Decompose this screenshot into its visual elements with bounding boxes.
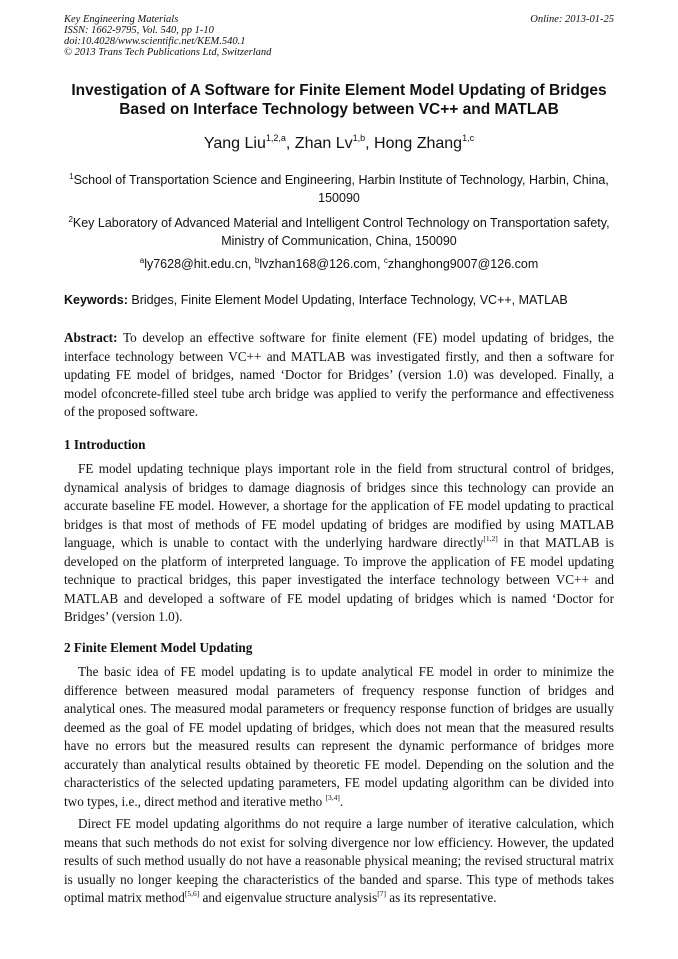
affiliation-2 bbox=[64, 211, 614, 250]
email-sup: b bbox=[254, 256, 260, 265]
email-list bbox=[64, 253, 614, 272]
keywords bbox=[64, 292, 614, 308]
doi: doi:10.4028/www.scientific.net/KEM.540.1 bbox=[64, 36, 246, 47]
fe-paragraph-2 bbox=[64, 815, 614, 908]
citation-ref[interactable]: [7] bbox=[377, 889, 386, 898]
affiliation-sup: 1 bbox=[69, 172, 74, 181]
intro-text-2: in that MATLAB is developed on the platform of interpreted language. To improve the application of FE model updating technique to practical bridges, this paper investigated the interface technology between VC++ and MATLAB and developed a software of FE model updating of bridges which is named ‘Doctor for Bridges’ (version 1.0). bbox=[64, 535, 614, 624]
fe-text-1: The basic idea of FE model updating is to update analytical FE model in order to minimize the difference between measured modal parameters of frequency response function of bridges and analytical ones. The measured modal parameters or frequency response function of bridges are usually deemed as the goal of FE model updating of bridges, which does not mean that the measured results have no errors but the measured results can represent the dynamic performance of bridges more accurately than analytical results obtained by theoretic FE model. Depending on the solution and the characteristics of the selected updating parameters, FE model updating algorithm can be divided into two types, i.e., direct method and iterative metho bbox=[64, 664, 614, 809]
fe-text-4: and eigenvalue structure analysis bbox=[199, 890, 378, 905]
fe-text-2: . bbox=[339, 793, 344, 809]
author-list bbox=[60, 128, 618, 154]
author-sep: , bbox=[285, 135, 295, 152]
author-sup: 1,2,a bbox=[265, 133, 286, 143]
affiliation-text: Key Laboratory of Advanced Material and Intelligent Control Technology on Transportation safety, Ministry of Communication, China, 150090 bbox=[72, 216, 610, 248]
journal-header bbox=[64, 14, 271, 58]
section-heading-introduction: 1 Introduction bbox=[64, 437, 146, 452]
email-sup: c bbox=[383, 256, 388, 265]
citation-ref[interactable]: [5,6] bbox=[184, 889, 200, 898]
citation-ref[interactable]: [1,2] bbox=[483, 534, 498, 543]
section-heading-fe-model-updating: 2 Finite Element Model Updating bbox=[64, 640, 253, 655]
email-link[interactable]: ly7628@hit.edu.cn, bbox=[144, 257, 255, 271]
author-name: Zhan Lv bbox=[294, 135, 353, 152]
intro-text-1: FE model updating technique plays important role in the field from structural control of bridges, dynamical analysis of bridges to damage diagnosis of bridges since this technology can provide an accurate baseline FE model. However, a shortage for the application of FE model updating to practical bridges is that most of methods of FE model updating of bridges are modified by using MATLAB language, which is unable to contact with the underlying hardware directly bbox=[64, 461, 614, 550]
email-link[interactable]: zhanghong9007@126.com bbox=[387, 257, 539, 271]
affiliation-sup: 2 bbox=[68, 215, 73, 224]
author-name: Yang Liu bbox=[203, 135, 266, 152]
fe-text-3: Direct FE model updating algorithms do not require a large number of iterative calculation, which means that such methods do not exist for solving divergence nor low efficiency. However, the updated results of such method usually do not have a reasonable physical meaning; the revised structural matrix is usually no longer keeping the characteristics of the banded and sparse. This type of methods takes optimal matrix method bbox=[64, 816, 614, 905]
title-line-1: Investigation of A Software for Finite Element Model Updating of Bridges bbox=[71, 82, 607, 99]
affiliation-text: School of Transportation Science and Engineering, Harbin Institute of Technology, Harbin, China, 150090 bbox=[73, 173, 609, 205]
author-sep: , bbox=[365, 135, 375, 152]
paper-title bbox=[60, 81, 618, 119]
citation-ref[interactable]: [3,4] bbox=[325, 792, 340, 802]
online-date: Online: 2013-01-25 bbox=[530, 14, 614, 25]
keywords-label: Keywords: bbox=[64, 293, 128, 307]
author-sup: 1,c bbox=[462, 133, 475, 143]
email-link[interactable]: lvzhan168@126.com, bbox=[259, 257, 384, 271]
abstract bbox=[64, 329, 614, 422]
author-name: Hong Zhang bbox=[374, 135, 463, 152]
affiliation-1 bbox=[64, 168, 614, 207]
abstract-label: Abstract: bbox=[64, 330, 118, 345]
author-sup: 1,b bbox=[352, 133, 366, 143]
email-sup: a bbox=[139, 256, 145, 265]
copyright: © 2013 Trans Tech Publications Ltd, Switzerland bbox=[64, 47, 272, 58]
title-line-2: Based on Interface Technology between VC++ and MATLAB bbox=[119, 101, 559, 118]
intro-paragraph bbox=[64, 460, 614, 627]
keywords-text: Bridges, Finite Element Model Updating, Interface Technology, VC++, MATLAB bbox=[127, 293, 568, 307]
abstract-text: To develop an effective software for finite element (FE) model updating of bridges, the interface technology between VC++ and MATLAB was investigated firstly, and then a software for updating FE model of bridges, named ‘Doctor for Bridges’ (version 1.0) was developed. Finally, a model ofconcrete-filled steel tube arch bridge was applied to verify the performance and effectiveness of the proposed software. bbox=[64, 330, 614, 419]
issn: ISSN: 1662-9795, Vol. 540, pp 1-10 bbox=[64, 25, 214, 36]
journal-name: Key Engineering Materials bbox=[64, 14, 179, 25]
fe-text-5: as its representative. bbox=[385, 890, 497, 905]
fe-paragraph-1 bbox=[64, 663, 614, 811]
